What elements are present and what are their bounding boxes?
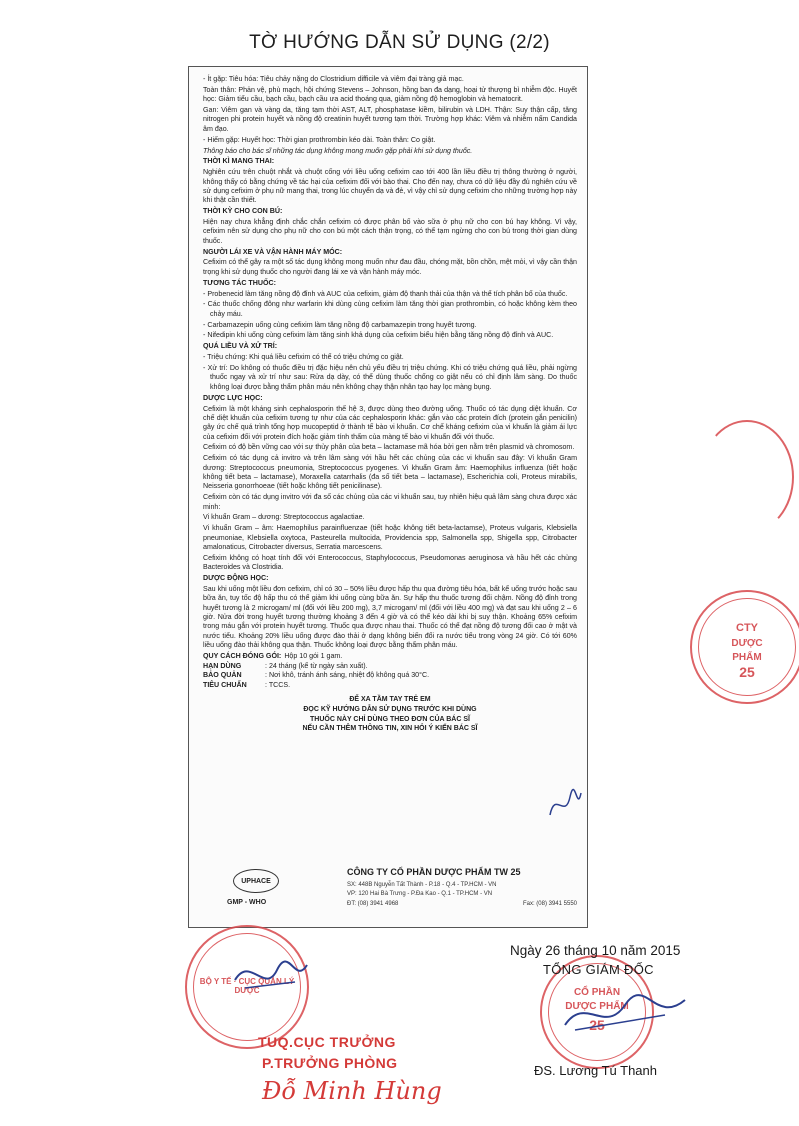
gmp-label: GMP - WHO (227, 899, 267, 906)
paragraph: Thông báo cho bác sĩ những tác dụng không mong muốn gặp phải khi sử dụng thuốc. (203, 146, 473, 155)
spec-key: HẠN DÙNG (203, 661, 242, 670)
warning-block (203, 695, 577, 734)
paragraph: - Hiếm gặp: Huyết học: Thời gian prothrombin kéo dài. Toàn thân: Co giật. (203, 135, 436, 144)
stamp-main-1: CỔ PHẦN (573, 987, 621, 998)
director-name: ĐS. Lương Tú Thanh (534, 1063, 657, 1078)
spec-value: : TCCS. (265, 680, 291, 689)
spec-key: TIÊU CHUẨN (203, 680, 247, 689)
company-side-stamp (690, 590, 799, 704)
stamp-main-3: 25 (589, 1017, 605, 1033)
paragraph: Gan: Viêm gan và vàng da, tăng tạm thời AST, ALT, phosphatase kiềm, bilirubin và LDH. Thận: Suy thận cấp, tăng nitrogen phi protein huyết và nồng độ creatinin huyết tương tạm thời. Trường hợp khác: Viêm và nhiễm nấm Candida âm đạo. (203, 106, 577, 133)
director-signature (555, 985, 695, 1045)
warning-line: ĐỂ XA TẦM TAY TRẺ EM (349, 695, 431, 703)
initials-signature (545, 785, 585, 825)
warning-line: NẾU CẦN THÊM THÔNG TIN, XIN HỎI Ý KIẾN BÁC SĨ (302, 725, 478, 733)
bureau-title: TUQ.CỤC TRƯỞNG (258, 1034, 396, 1050)
paragraph: - Carbamazepin uống cùng cefixim làm tăng nồng độ carbamazepin trong huyết tương. (203, 320, 477, 329)
paragraph: Cefixim còn có tác dụng invitro với đa số các chủng của các vi khuẩn sau, tuy nhiên hiệu quả lâm sàng chưa được xác minh: (203, 493, 577, 511)
spec-value: Hộp 10 gói 1 gam. (284, 652, 343, 661)
leaflet-body (203, 75, 577, 650)
section-heading: THỜI KÌ MANG THAI: (203, 157, 275, 166)
paragraph: - Các thuốc chống đông như warfarin khi dùng cùng cefixim làm tăng thời gian prothrombin, có hoặc không kèm theo chảy máu. (203, 300, 577, 318)
spec-row (203, 652, 577, 661)
company-name: CÔNG TY CỔ PHẦN DƯỢC PHẨM TW 25 (347, 867, 521, 877)
paragraph: Cefixim là một kháng sinh cephalosporin thế hệ 3, được dùng theo đường uống. Thuốc có tác dụng diệt khuẩn. Cơ chế diệt khuẩn của cefixim tương tự như của các cephalosporin khác: gắn vào các protein đích (protein gắn penicilin) gây ức chế quá trình tổng hợp mucopeptid ở thành tế bào vi khuẩn. Cơ chế kháng cefixim của vi khuẩn là giảm ái lực của cefixim đối với protein đích hoặc giảm tính thấm của màng tế bào vi khuẩn đối với thuốc. (203, 404, 577, 441)
stamp-duoc: DƯỢC (731, 638, 763, 649)
director-title: TỔNG GIÁM ĐỐC (543, 962, 654, 977)
paragraph: Vi khuẩn Gram – âm: Haemophilus parainfluenzae (tiết hoặc không tiết beta-lactamse), Proteus vulgaris, Klebsiella pneumoniae, Klebsiella oxytoca, Pasteurella multocida, Providencia spp, Salmonella spp, Shigella spp, Citrobacter amalonaticus, Citrobacter diversus, Serratia marcescens. (203, 524, 577, 552)
paragraph: - Triệu chứng: Khi quá liều cefixim có thể có triệu chứng co giật. (203, 353, 404, 362)
top-right-stamp (700, 420, 794, 534)
factory-address: SX: 448B Nguyễn Tất Thành - P.18 - Q.4 - TP.HCM - VN (347, 882, 497, 888)
stamp-pham: PHẨM (732, 652, 762, 663)
spec-row (203, 662, 577, 671)
section-heading: NGƯỜI LÁI XE VÀ VẬN HÀNH MÁY MÓC: (203, 247, 343, 256)
paragraph: Sau khi uống một liều đơn cefixim, chỉ có 30 – 50% liều được hấp thu qua đường tiêu hóa, bất kể uống trước hoặc sau bữa ăn, tuy tốc độ hấp thu có thể giảm khi uống cùng bữa ăn. Sự hấp thu thuốc tương đối chậm. Nồng độ đỉnh trong huyết tương là 2 microgam/ ml (đối với liều 200 mg), 3,7 microgam/ ml (đối với liều 400 mg) và đạt sau khi uống 2 – 6 giờ. Nửa đời trong huyết tương thường khoảng 3 đến 4 giờ và có thể kéo dài khi bị suy thận. Khoảng 65% cefixim trong máu gắn với protein huyết tương. Thuốc qua được nhau thai. Thuốc có thể đạt nồng độ tương đối cao ở mật và nước tiểu. Khoảng 20% liều uống được đào thải ở dạng không biến đổi ra nước tiểu trong vòng 24 giờ. Có tới 60% liều uống đào thải không qua thận. Thuốc không loại được bằng thẩm phân máu. (203, 584, 577, 650)
paragraph: - Xử trí: Do không có thuốc điều trị đặc hiệu nên chủ yếu điều trị triệu chứng. Khi có triệu chứng quá liều, phải ngừng thuốc ngay và xử trí như sau: Rửa dạ dày, có thể dùng thuốc chống co giật nếu có chỉ định lâm sàng. Do thuốc không loại được bằng thẩm phân máu nên không chạy thận nhân tạo hay lọc màng bụng. (203, 364, 577, 391)
bureau-signer-name: Đỗ Minh Hùng (262, 1077, 442, 1105)
paragraph: - Nifedipin khi uống cùng cefixim làm tăng sinh khả dụng của cefixim biểu hiện bằng tăng nồng độ đỉnh và AUC. (203, 331, 554, 340)
bureau-stamp-text: BỘ Y TẾ · CỤC QUẢN LÝ DƯỢC (199, 977, 295, 995)
paragraph: Hiện nay chưa khẳng định chắc chắn cefixim có được phân bố vào sữa ở phụ nữ cho con bú hay không. Vì vậy, cefixim nên sử dụng cho phụ nữ cho con bú một cách thận trọng, có thể tạm ngừng cho con bú trong thời gian dùng thuốc. (203, 218, 577, 245)
office-address: VP: 120 Hai Bà Trưng - P.Đa Kao - Q.1 - TP.HCM - VN (347, 891, 493, 898)
section-heading: THỜI KỲ CHO CON BÚ: (203, 207, 283, 216)
warning-line: ĐỌC KỸ HƯỚNG DẪN SỬ DỤNG TRƯỚC KHI DÙNG (303, 705, 477, 713)
paragraph: Nghiên cứu trên chuột nhắt và chuột cống với liều uống cefixim cao tới 400 lần liều điều trị thông thường ở người, không thấy có bằng chứng về tác hại của cefixim đối với bào thai. Cho đến nay, chưa có dữ liệu đầy đủ nghiên cứu về sử dụng cefixim ở phụ nữ mang thai, trong lúc chuyển dạ và đẻ, vì vậy chỉ sử dụng cefixim cho những trường hợp này khi thật cần thiết. (203, 168, 577, 205)
leaflet-box (188, 66, 588, 928)
spec-value: : Nơi khô, tránh ánh sáng, nhiệt độ không quá 30°C. (265, 671, 430, 680)
stamp-25: 25 (739, 664, 755, 680)
paragraph: - Ít gặp: Tiêu hóa: Tiêu chảy nặng do Clostridium difficile và viêm đại tràng giả mạc. (203, 75, 464, 83)
section-heading: TƯƠNG TÁC THUỐC: (203, 278, 277, 287)
paragraph: Cefixim có thể gây ra một số tác dụng không mong muốn như đau đầu, chóng mặt, bồn chồn, mệt mỏi, vì vậy cần thận trọng khi sử dụng thuốc cho người đang lái xe và vận hành máy móc. (203, 258, 577, 276)
company-phone: ĐT: (08) 3941 4968 (347, 900, 399, 907)
bureau-signature (225, 950, 315, 1000)
paragraph: Vi khuẩn Gram – dương: Streptococcus agalactiae. (203, 513, 365, 522)
spec-table (203, 652, 577, 689)
company-block (219, 865, 579, 923)
sign-date: Ngày 26 tháng 10 năm 2015 (510, 943, 681, 958)
paragraph: Cefixim không có hoạt tính đối với Enterococcus, Staphylococcus, Pseudomonas aeruginosa và hầu hết các chủng Bacteroides và Clostridia. (203, 553, 577, 572)
company-logo: UPHACE (233, 869, 279, 893)
stamp-cty: CTY (736, 622, 758, 634)
document-title: TỜ HƯỚNG DẪN SỬ DỤNG (2/2) (249, 32, 550, 53)
warning-line: THUỐC NÀY CHỈ DÙNG THEO ĐƠN CỦA BÁC SĨ (310, 715, 470, 723)
paragraph: - Probenecid làm tăng nồng độ đỉnh và AUC của cefixim, giảm độ thanh thải của thận và thể tích phân bố của thuốc. (203, 289, 568, 298)
section-heading: QUÁ LIỀU VÀ XỬ TRÍ: (203, 342, 278, 351)
company-fax: Fax: (08) 3941 5550 (522, 900, 577, 907)
company-address (347, 881, 577, 909)
stamp-main-2: DƯỢC PHẨM (565, 1001, 629, 1012)
spec-row (203, 681, 577, 690)
section-heading: DƯỢC ĐỘNG HỌC: (203, 574, 269, 583)
spec-key: QUY CÁCH ĐÓNG GÓI: (203, 652, 282, 661)
spec-key: BẢO QUẢN (203, 671, 242, 680)
paragraph: Cefixim có tác dụng cả invitro và trên lâm sàng với hầu hết các chủng của các vi khuẩn sau đây: Vi khuẩn Gram dương: Streptococcus pneumonia, Streptococcus pyogenes. Vi khuẩn Gram âm: Haemophilus influenza (tiết hoặc không tiết beta – lactamase), Moraxella catarrhalis (đa số tiết beta – lactamase), Escherichia coli, Proteus mirabilis, Neisseria gonorrhoeae (tiết hoặc không tiết penicilinase). (203, 454, 577, 491)
section-heading: DƯỢC LỰC HỌC: (203, 393, 263, 402)
spec-value: : 24 tháng (kể từ ngày sản xuất). (265, 661, 368, 670)
paragraph: Cefixim có độ bền vững cao với sự thủy phân của beta – lactamase mã hóa bởi gen nằm trên plasmid và chromosom. (203, 443, 575, 452)
bureau-subtitle: P.TRƯỞNG PHÒNG (262, 1055, 398, 1071)
paragraph: Toàn thân: Phản vệ, phù mạch, hội chứng Stevens – Johnson, hồng ban đa dạng, hoại tử thượng bì nhiễm độc. Huyết học: Giảm tiểu cầu, bạch cầu, bạch cầu ưa acid thoáng qua, giảm nồng độ hemoglobin và hematocrit. (203, 85, 577, 104)
leaflet-content (189, 67, 587, 734)
spec-row (203, 671, 577, 680)
